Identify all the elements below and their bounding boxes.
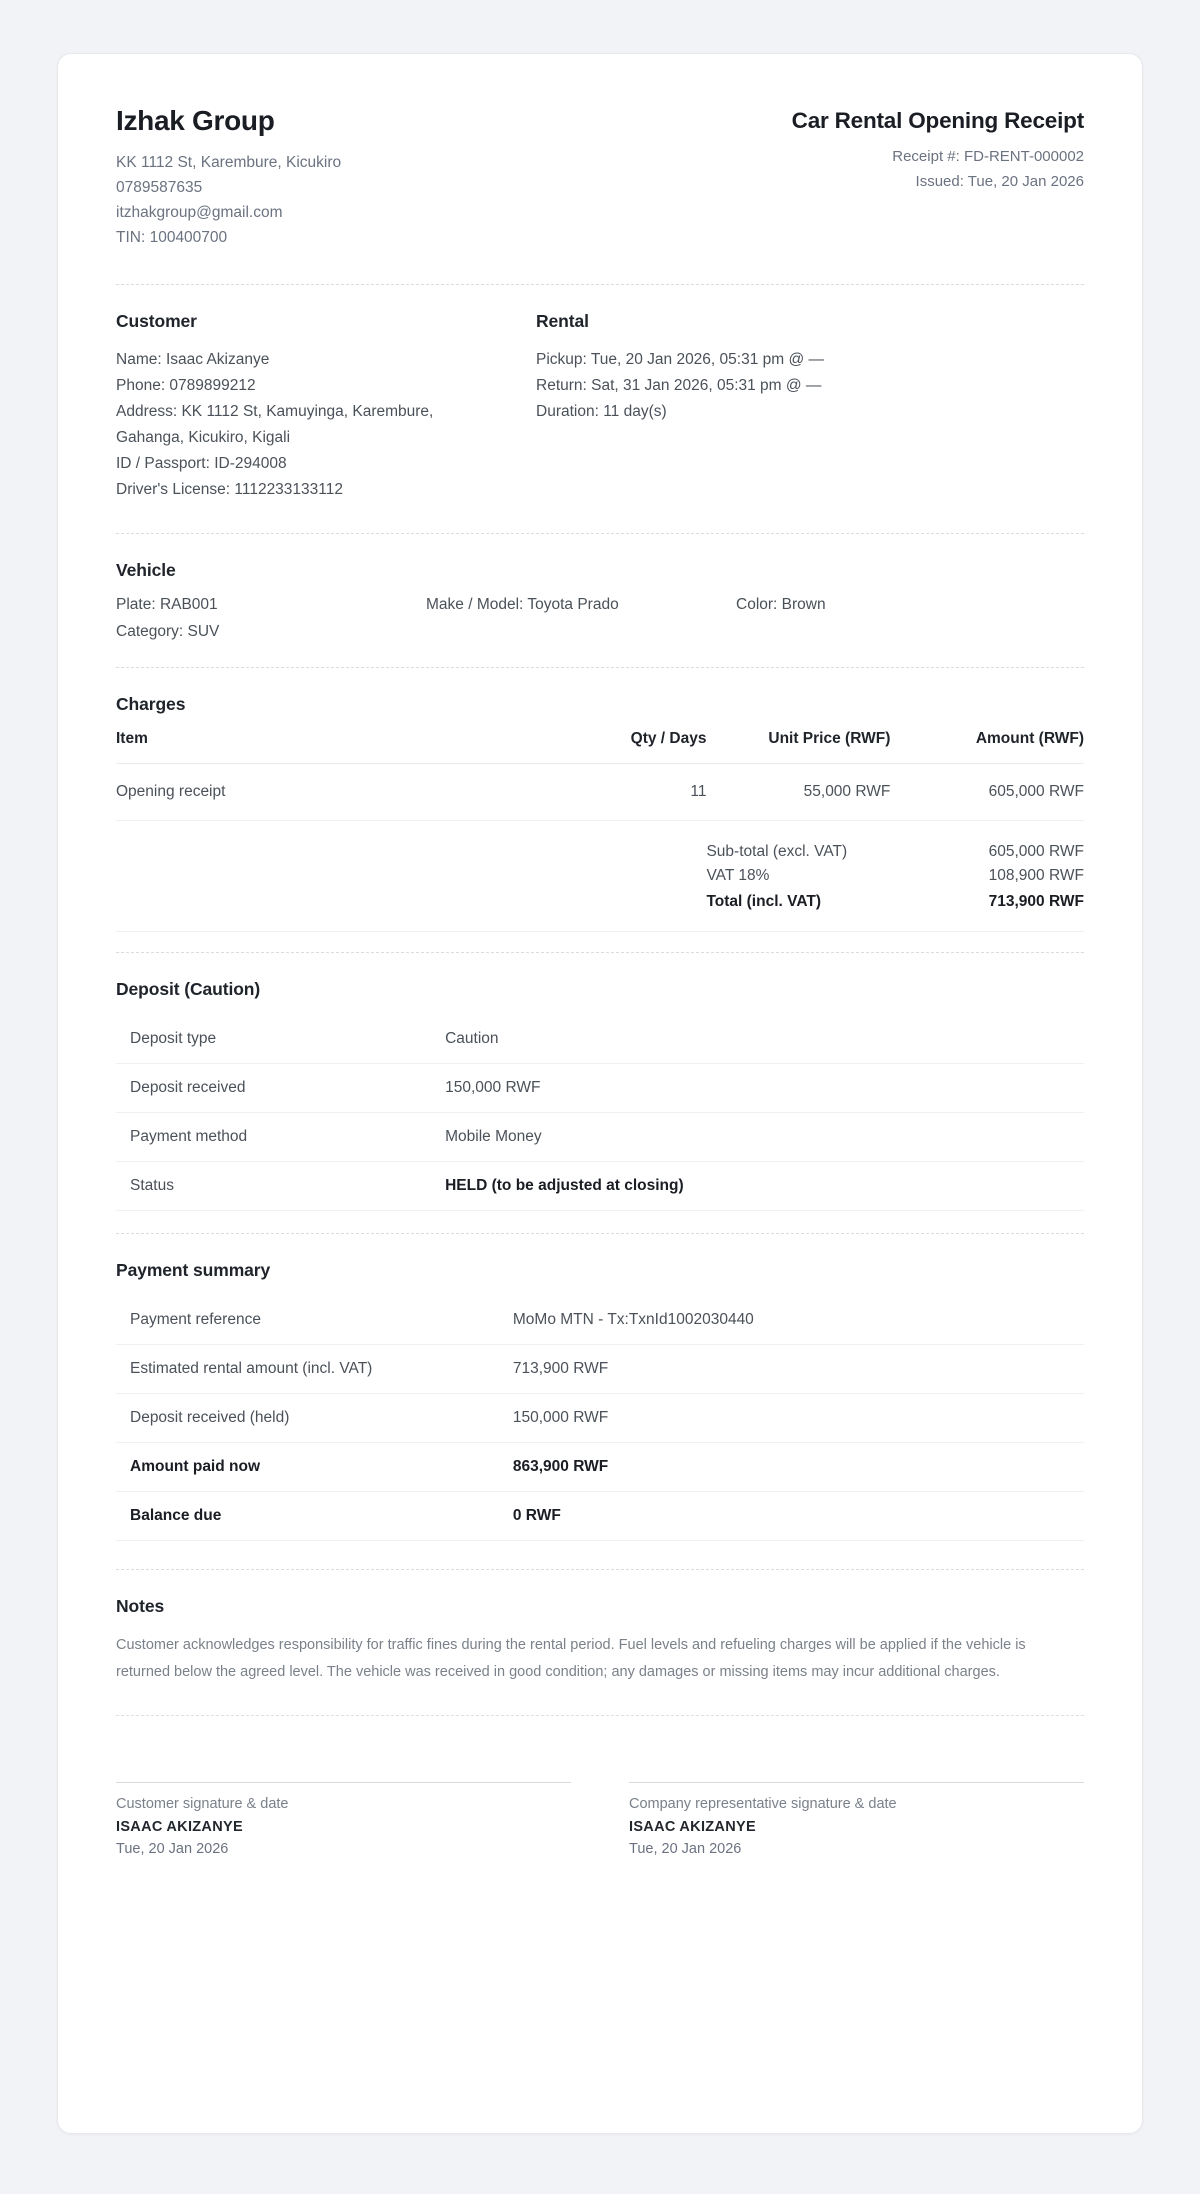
customer-signature-date: Tue, 20 Jan 2026 xyxy=(116,1841,229,1858)
deposit-received-label: Deposit received xyxy=(116,1064,445,1113)
customer-id-passport: ID / Passport: ID-294008 xyxy=(116,455,287,473)
deposit-held-label: Deposit received (held) xyxy=(116,1394,513,1443)
customer-address-line2: Gahanga, Kicukiro, Kigali xyxy=(116,429,291,447)
payment-summary-heading: Payment summary xyxy=(116,1260,271,1281)
table-row xyxy=(116,1113,1084,1162)
vehicle-make-model: Make / Model: Toyota Prado xyxy=(426,596,619,614)
deposit-held-value: 150,000 RWF xyxy=(513,1394,1084,1443)
spacer-cell xyxy=(561,864,706,888)
charges-col-item: Item xyxy=(116,730,561,764)
spacer-cell xyxy=(561,888,706,932)
business-address: KK 1112 St, Karembure, Kicukiro xyxy=(116,153,342,171)
notes-text: Customer acknowledges responsibility for traffic fines during the rental period. Fuel levels and refueling charges will be applied if the vehicle is returned below the agreed level. The vehicle was received in good condition; any damages or missing items may incur additional charges. xyxy=(116,1637,1026,1680)
customer-signature-name: ISAAC AKIZANYE xyxy=(116,1819,243,1836)
amount-paid-now-label: Amount paid now xyxy=(116,1443,513,1492)
table-row xyxy=(116,764,1084,821)
customer-signature-block xyxy=(116,1782,571,1857)
spacer-cell xyxy=(116,864,561,888)
payment-summary-section xyxy=(116,1234,1084,1545)
table-row xyxy=(116,1345,1084,1394)
business-phone: 0789587635 xyxy=(116,178,203,196)
signature-line xyxy=(629,1782,1084,1783)
vehicle-color: Color: Brown xyxy=(736,596,826,614)
grand-total-row xyxy=(116,888,1084,932)
customer-phone: Phone: 0789899212 xyxy=(116,377,256,395)
document-header xyxy=(116,106,1084,284)
vehicle-details xyxy=(116,596,1084,641)
charges-col-unit-price: Unit Price (RWF) xyxy=(706,730,890,764)
rental-heading: Rental xyxy=(536,311,589,332)
spacer-cell xyxy=(561,821,706,865)
vehicle-section xyxy=(116,534,1084,645)
business-tin: TIN: 100400700 xyxy=(116,229,228,247)
table-row xyxy=(116,1064,1084,1113)
document-meta xyxy=(792,106,1084,194)
table-row xyxy=(116,1443,1084,1492)
customer-block xyxy=(116,311,536,503)
signature-area xyxy=(116,1720,1084,1857)
subtotal-row xyxy=(116,821,1084,865)
vehicle-heading: Vehicle xyxy=(116,560,176,581)
payment-reference-value: MoMo MTN - Tx:TxnId1002030440 xyxy=(513,1296,1084,1345)
vehicle-plate: Plate: RAB001 xyxy=(116,596,218,614)
spacer-cell xyxy=(116,888,561,932)
payment-reference-label: Payment reference xyxy=(116,1296,513,1345)
grand-total-label: Total (incl. VAT) xyxy=(706,888,890,932)
business-email: itzhakgroup@gmail.com xyxy=(116,204,283,222)
deposit-section xyxy=(116,953,1084,1215)
spacer-cell xyxy=(116,821,561,865)
table-row xyxy=(116,1296,1084,1345)
balance-due-label: Balance due xyxy=(116,1492,513,1541)
deposit-payment-method-label: Payment method xyxy=(116,1113,445,1162)
deposit-type-label: Deposit type xyxy=(116,1015,445,1064)
charges-col-qty: Qty / Days xyxy=(561,730,706,764)
deposit-payment-method-value: Mobile Money xyxy=(445,1113,1084,1162)
customer-drivers-license: Driver's License: 1112233133112 xyxy=(116,481,343,499)
rental-block xyxy=(536,311,1084,503)
table-row xyxy=(116,1162,1084,1211)
charges-section xyxy=(116,668,1084,936)
document-title: Car Rental Opening Receipt xyxy=(791,108,1084,133)
grand-total-value: 713,900 RWF xyxy=(890,888,1084,932)
customer-heading: Customer xyxy=(116,311,197,332)
deposit-status-label: Status xyxy=(116,1162,445,1211)
charge-item: Opening receipt xyxy=(116,764,561,821)
amount-paid-now-value: 863,900 RWF xyxy=(513,1443,1084,1492)
vehicle-category: Category: SUV xyxy=(116,623,220,641)
company-signature-date: Tue, 20 Jan 2026 xyxy=(629,1841,742,1858)
notes-heading: Notes xyxy=(116,1596,165,1617)
table-row xyxy=(116,1015,1084,1064)
divider xyxy=(116,1715,1084,1716)
signature-line xyxy=(116,1782,571,1783)
subtotal-value: 605,000 RWF xyxy=(988,843,1084,861)
customer-address-line1: Address: KK 1112 St, Kamuyinga, Karembure, xyxy=(116,403,434,421)
balance-due-value: 0 RWF xyxy=(513,1492,1084,1541)
receipt-card xyxy=(57,53,1143,2134)
deposit-received-value: 150,000 RWF xyxy=(445,1064,1084,1113)
deposit-table xyxy=(116,1015,1084,1211)
receipt-number: Receipt #: FD-RENT-000002 xyxy=(892,147,1084,165)
issued-date: Issued: Tue, 20 Jan 2026 xyxy=(915,172,1084,190)
status-badge: HELD (to be adjusted at closing) xyxy=(445,1162,1084,1211)
charge-qty: 11 xyxy=(561,764,706,821)
charges-col-amount: Amount (RWF) xyxy=(890,730,1084,764)
table-row xyxy=(116,1492,1084,1541)
customer-rental-section xyxy=(116,285,1084,507)
charge-amount: 605,000 RWF xyxy=(890,764,1084,821)
company-signature-label: Company representative signature & date xyxy=(629,1796,897,1813)
estimated-rental-value: 713,900 RWF xyxy=(513,1345,1084,1394)
deposit-type-value: Caution xyxy=(445,1015,1084,1064)
rental-duration: Duration: 11 day(s) xyxy=(536,403,667,421)
customer-signature-label: Customer signature & date xyxy=(116,1796,289,1813)
rental-pickup: Pickup: Tue, 20 Jan 2026, 05:31 pm @ — xyxy=(536,351,825,369)
business-info xyxy=(116,106,341,250)
charge-unit-price: 55,000 RWF xyxy=(706,764,890,821)
rental-return: Return: Sat, 31 Jan 2026, 05:31 pm @ — xyxy=(536,377,822,395)
charges-header-row xyxy=(116,730,1084,764)
charges-table xyxy=(116,730,1084,932)
deposit-heading: Deposit (Caution) xyxy=(116,979,261,1000)
payment-summary-table xyxy=(116,1296,1084,1541)
business-name: Izhak Group xyxy=(116,105,275,136)
subtotal-label: Sub-total (excl. VAT) xyxy=(706,843,848,861)
vat-row xyxy=(116,864,1084,888)
vat-label: VAT 18% xyxy=(706,867,770,885)
company-signature-block xyxy=(629,1782,1084,1857)
vat-value: 108,900 RWF xyxy=(988,867,1084,885)
estimated-rental-label: Estimated rental amount (incl. VAT) xyxy=(116,1345,513,1394)
customer-name: Name: Isaac Akizanye xyxy=(116,351,270,369)
table-row xyxy=(116,1394,1084,1443)
company-signature-name: ISAAC AKIZANYE xyxy=(629,1819,756,1836)
charges-heading: Charges xyxy=(116,694,186,715)
notes-section xyxy=(116,1570,1084,1720)
